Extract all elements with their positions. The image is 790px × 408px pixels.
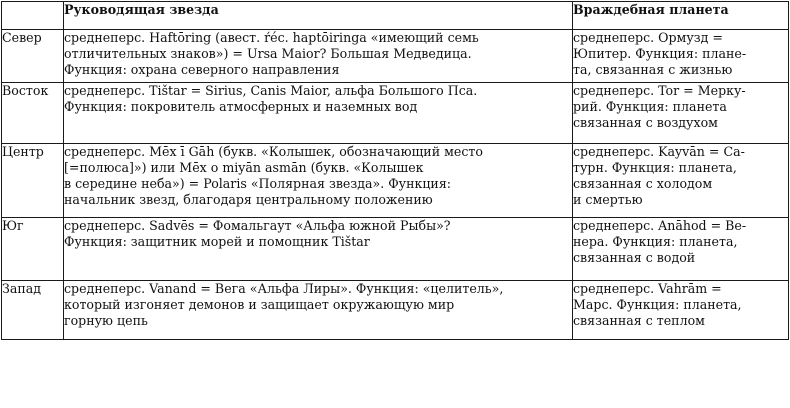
text-line: среднеперс. Ормузд = [573, 30, 723, 45]
text-line: связанная с холодом [573, 176, 713, 191]
text-line: связанная с водой [573, 250, 696, 265]
table-row-south [2, 218, 789, 281]
hostile-planet-cell [573, 281, 789, 340]
hostile-planet-cell [573, 83, 789, 144]
text-line: Марс. Функция: планета, [573, 297, 742, 312]
text-line: среднеперс. Anāhod = Ве- [573, 218, 747, 233]
text-line: связанная с воздухом [573, 115, 718, 130]
text-line: и смертью [573, 192, 643, 207]
text-line: среднеперс. Tor = Мерку- [573, 83, 746, 98]
text-line: связанная с теплом [573, 313, 705, 328]
table-row-west [2, 281, 789, 340]
text-line: Функция: охрана северного направления [64, 62, 340, 77]
text-line: в середине неба») = Polaris «Полярная звезда». Функция: [64, 176, 452, 191]
direction-cell: Юг [2, 218, 64, 281]
text-line: среднеперс. Vanand = Вега «Альфа Лиры». Функция: «целитель», [64, 281, 504, 296]
header-guiding-star: Руководящая звезда [64, 2, 573, 30]
header-row [2, 2, 789, 30]
table-row-center [2, 144, 789, 218]
text-line: Функция: покровитель атмосферных и наземных вод [64, 99, 418, 114]
table-row-east [2, 83, 789, 144]
table-row-north [2, 30, 789, 83]
direction-cell: Восток [2, 83, 64, 144]
hostile-planet-cell [573, 218, 789, 281]
stars-planets-table [1, 1, 789, 340]
guiding-star-cell [64, 144, 573, 218]
text-line: та, связанная с жизнью [573, 62, 733, 77]
text-line: рий. Функция: планета [573, 99, 727, 114]
direction-cell: Запад [2, 281, 64, 340]
direction-cell: Север [2, 30, 64, 83]
direction-cell: Центр [2, 144, 64, 218]
text-line: среднеперс. Mēx ī Gāh (букв. «Колышек, обозначающий место [64, 144, 483, 159]
header-hostile-planet: Враждебная планета [573, 2, 789, 30]
text-line: турн. Функция: планета, [573, 160, 737, 175]
text-line: среднеперс. Tištar = Sirius, Canis Maior, альфа Большого Пса. [64, 83, 478, 98]
text-line: среднеперс. Haftōring (авест. ŕéc. haptōiringa «имеющий семь [64, 30, 479, 45]
text-line: горную цепь [64, 313, 148, 328]
guiding-star-cell [64, 281, 573, 340]
text-line: нера. Функция: планета, [573, 234, 738, 249]
text-line: среднеперс. Kayvān = Са- [573, 144, 745, 159]
hostile-planet-cell [573, 144, 789, 218]
text-line: [=полюса]») или Mēx o miyān asmān (букв. «Колышек [64, 160, 424, 175]
text-line: который изгоняет демонов и защищает окружающую мир [64, 297, 455, 312]
guiding-star-cell [64, 30, 573, 83]
hostile-planet-cell [573, 30, 789, 83]
text-line: среднеперс. Vahrām = [573, 281, 722, 296]
text-line: начальник звезд, благодаря центральному положению [64, 192, 433, 207]
text-line: Юпитер. Функция: плане- [573, 46, 747, 61]
guiding-star-cell [64, 218, 573, 281]
header-direction [2, 2, 64, 30]
text-line: отличительных знаков») = Ursa Maior? Большая Медведица. [64, 46, 472, 61]
text-line: среднеперс. Sadvēs = Фомальгаут «Альфа южной Рыбы»? [64, 218, 451, 233]
text-line: Функция: защитник морей и помощник Tištar [64, 234, 370, 249]
guiding-star-cell [64, 83, 573, 144]
